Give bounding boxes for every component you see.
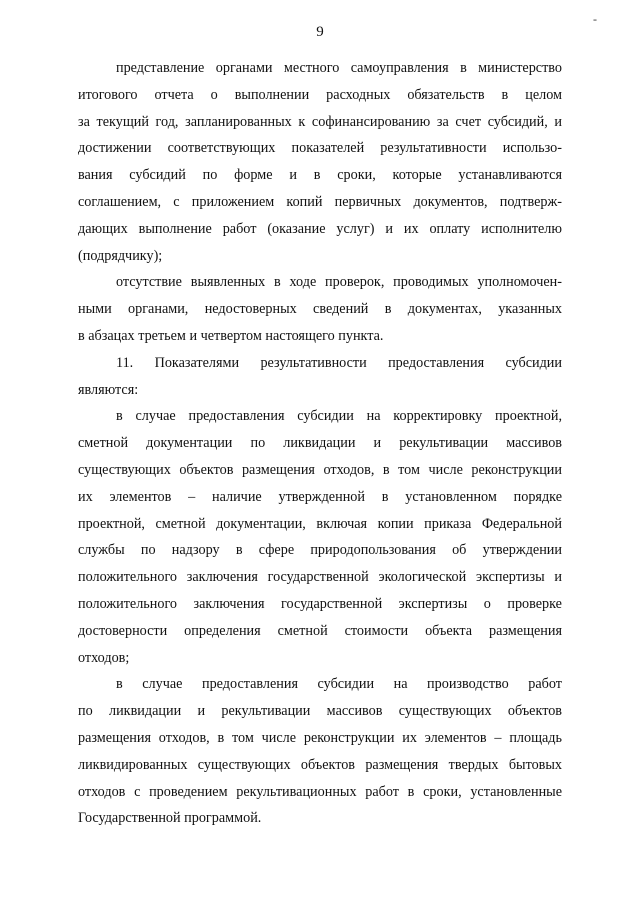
text-line: сметной документации по ликвидации и рекультивации массивов [78,435,562,452]
text-line: достоверности определения сметной стоимости объекта размещения [78,622,562,639]
paragraph-liquidation-works [78,671,562,832]
text-line: вания субсидий по форме и в сроки, которые устанавливаются [78,167,562,184]
text-line: соглашением, с приложением копий первичных документов, подтверж- [78,193,562,210]
text-line: службы по надзору в сфере природопользования об утверждении [78,542,562,559]
text-line: их элементов – наличие утвержденной в установленном порядке [78,488,562,505]
text-line: в случае предоставления субсидии на производство работ [116,676,562,693]
paragraph-no-false-info [78,269,562,349]
text-line: положительного заключения государственной экспертизы о проверке [78,595,562,612]
text-line: итогового отчета о выполнении расходных обязательств в целом [78,86,562,103]
text-line: положительного заключения государственной экологической экспертизы и [78,569,562,586]
paragraph-item-11 [78,350,562,404]
text-line: ликвидированных существующих объектов размещения твердых бытовых [78,756,562,773]
text-line: отсутствие выявленных в ходе проверок, проводимых уполномочен- [116,274,562,291]
text-line: ными органами, недостоверных сведений в документах, указанных [78,301,562,318]
paragraph-design-documentation [78,403,562,671]
text-line: в случае предоставления субсидии на корректировку проектной, [116,408,562,425]
text-line: 11. Показателями результативности предоставления субсидии [116,354,562,371]
document-body [78,55,562,832]
text-line: проектной, сметной документации, включая копии приказа Федеральной [78,515,562,532]
text-line: (подрядчику); [78,247,163,264]
text-line: существующих объектов размещения отходов, в том числе реконструкции [78,461,562,478]
text-line: размещения отходов, в том числе реконструкции их элементов – площадь [78,729,562,746]
page-number: 9 [316,24,324,40]
paragraph-reporting [78,55,562,269]
text-line: Государственной программой. [78,810,262,827]
text-line: за текущий год, запланированных к софинансированию за счет субсидий, и [78,113,562,130]
text-line: представление органами местного самоуправления в министерство [116,60,562,76]
text-line: являются: [78,381,139,398]
text-line: дающих выполнение работ (оказание услуг) и их оплату исполнителю [78,220,562,237]
text-line: по ликвидации и рекультивации массивов существующих объектов [78,703,562,720]
text-line: в абзацах третьем и четвертом настоящего пункта. [78,327,384,344]
text-line: отходов; [78,649,130,666]
text-line: достижении соответствующих показателей результативности использо- [78,140,562,157]
corner-mark: - [593,12,597,26]
text-line: отходов с проведением рекультивационных работ в сроки, установленные [78,783,562,800]
